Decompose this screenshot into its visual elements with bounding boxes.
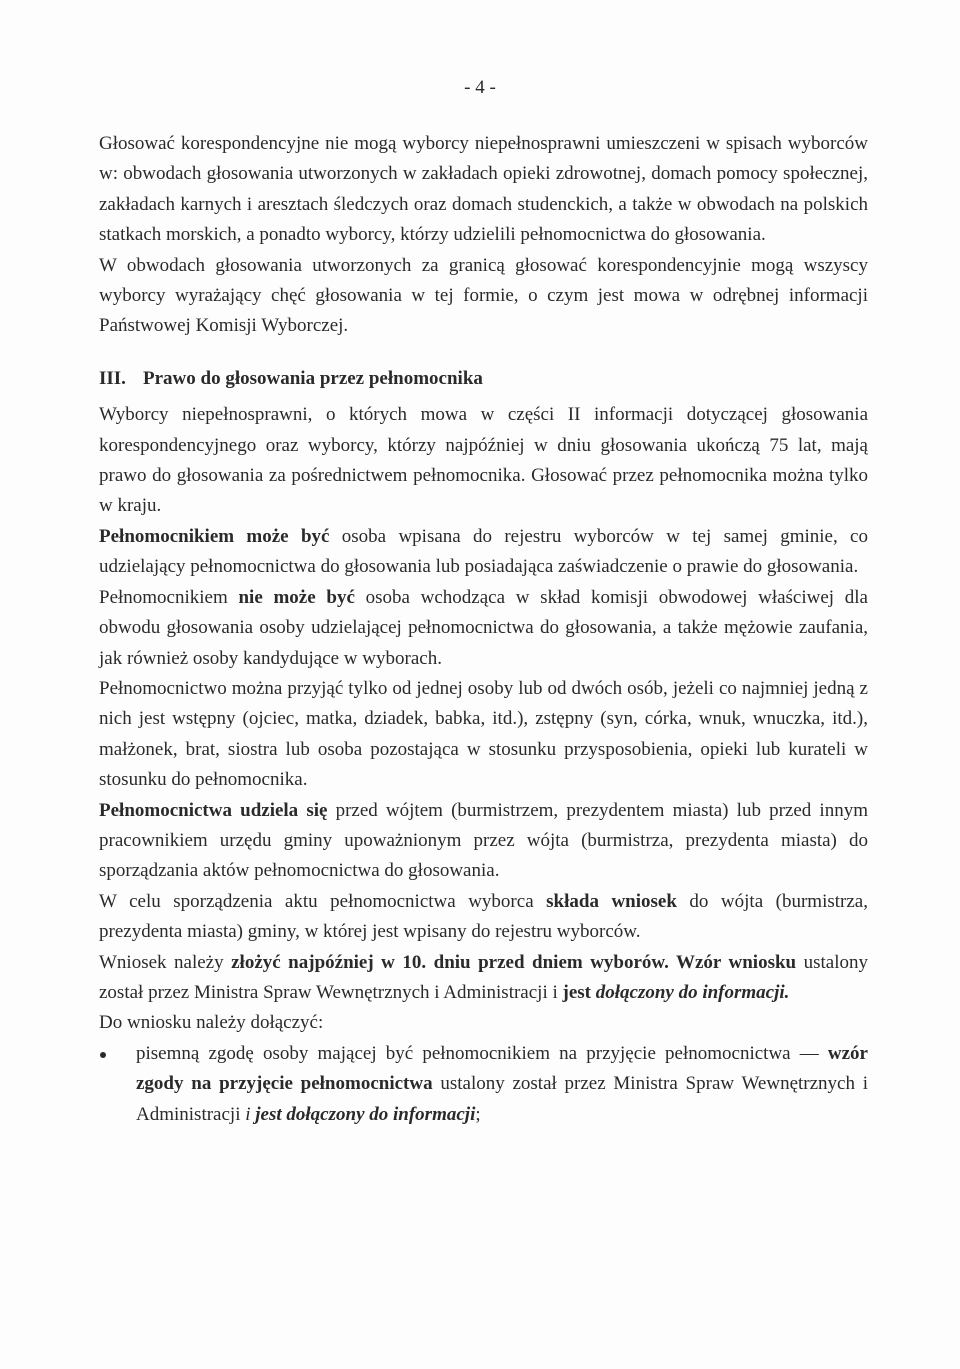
section-title: Prawo do głosowania przez pełnomocnika (143, 367, 483, 389)
bold-text: wzór zgody na przyjęcie pełnomocnictwa (136, 1042, 868, 1095)
paragraph-text: ; (475, 1103, 481, 1125)
list-item (99, 1039, 868, 1130)
paragraph-text: do wójta (burmistrza, prezydenta miasta) gminy, w której jest wpisany do rejestru wyborców. (99, 890, 868, 943)
bold-text: nie może być (238, 586, 355, 608)
bullet-list (99, 1039, 868, 1130)
paragraph (99, 796, 868, 887)
section-heading (99, 364, 868, 394)
paragraph (99, 583, 868, 674)
paragraph: Pełnomocnictwo można przyjąć tylko od jednej osoby lub od dwóch osób, jeżeli co najmniej jedną z nich jest wstępny (ojciec, matka, dziadek, babka, itd.), zstępny (syn, córka, wnuk, wnuczka, itd.), małżonek, brat, siostra lub osoba pozostająca w stosunku przysposobienia, opieki lub kurateli w stosunku do pełnomocnika. (99, 677, 868, 791)
bold-italic-text: jest dołączony do informacji (255, 1103, 476, 1125)
italic-text: i (245, 1103, 256, 1125)
bold-italic-text: dołączony do informacji. (595, 981, 790, 1003)
paragraph-text: Pełnomocnikiem (99, 586, 239, 608)
paragraph (99, 522, 868, 583)
paragraph (99, 887, 868, 948)
paragraph-text: ustalony został przez Ministra Spraw Wewnętrznych i Administracji (136, 1073, 869, 1125)
paragraph-text: przed wójtem (burmistrzem, prezydentem miasta) lub przed innym pracownikiem urzędu gminy upoważnionym przez wójta (burmistrza, prezydenta miasta) do sporządzania aktów pełnomocnictwa do głosowania. (99, 799, 868, 882)
section-number: III. (99, 367, 126, 389)
bold-text: składa wniosek (546, 890, 677, 912)
paragraph (99, 948, 868, 1009)
paragraph: W obwodach głosowania utworzonych za granicą głosować korespondencyjnie mogą wszyscy wyborcy wyrażający chęć głosowania w tej formie, o czym jest mowa w odrębnej informacji Państwowej Komisji Wyborczej. (99, 254, 868, 337)
paragraph-text: osoba wpisana do rejestru wyborców w tej samej gminie, co udzielający pełnomocnictwa do głosowania lub posiadająca zaświadczenie o prawie do głosowania. (99, 525, 868, 578)
paragraph-text: Wniosek należy (99, 951, 232, 973)
bold-text: Pełnomocnikiem może być (99, 525, 330, 547)
paragraph: Wyborcy niepełnosprawni, o których mowa w części II informacji dotyczącej głosowania korespondencyjnego oraz wyborcy, którzy najpóźniej w dniu głosowania ukończą 75 lat, mają prawo do głosowania za pośrednictwem pełnomocnika. Głosować przez pełnomocnika można tylko w kraju. (99, 404, 868, 517)
paragraph-text: pisemną zgodę osoby mającej być pełnomocnikiem na przyjęcie pełnomocnictwa — (136, 1042, 828, 1064)
paragraph-text: osoba wchodząca w skład komisji obwodowej właściwej dla obwodu głosowania osoby udzielającej pełnomocnictwa do głosowania, a także mężowie zaufania, jak również osoby kandydujące w wyborach. (99, 586, 868, 669)
paragraph-text: ustalony został przez Ministra Spraw Wewnętrznych i Administracji i (99, 951, 868, 1003)
bold-text: złożyć najpóźniej w 10. dniu przed dniem wyborów. Wzór wniosku (231, 951, 797, 973)
bold-text: jest (562, 981, 591, 1003)
page-number: - 4 - (464, 77, 496, 98)
paragraph-text: W celu sporządzenia aktu pełnomocnictwa wyborca (99, 890, 547, 912)
paragraph: Do wniosku należy dołączyć: (99, 1012, 324, 1034)
bullet-icon (100, 1052, 106, 1058)
paragraph: Głosować korespondencyjne nie mogą wyborcy niepełnosprawni umieszczeni w spisach wyborców w: obwodach głosowania utworzonych w zakładach opieki zdrowotnej, domach pomocy społecznej, zakładach karnych i aresztach śledczych oraz domach studenckich, a także w obwodach na polskich statkach morskich, a ponadto wyborcy, którzy udzielili pełnomocnictwa do głosowania. (99, 133, 868, 246)
bold-text: Pełnomocnictwa udziela się (99, 799, 328, 821)
document-body (99, 129, 868, 1130)
